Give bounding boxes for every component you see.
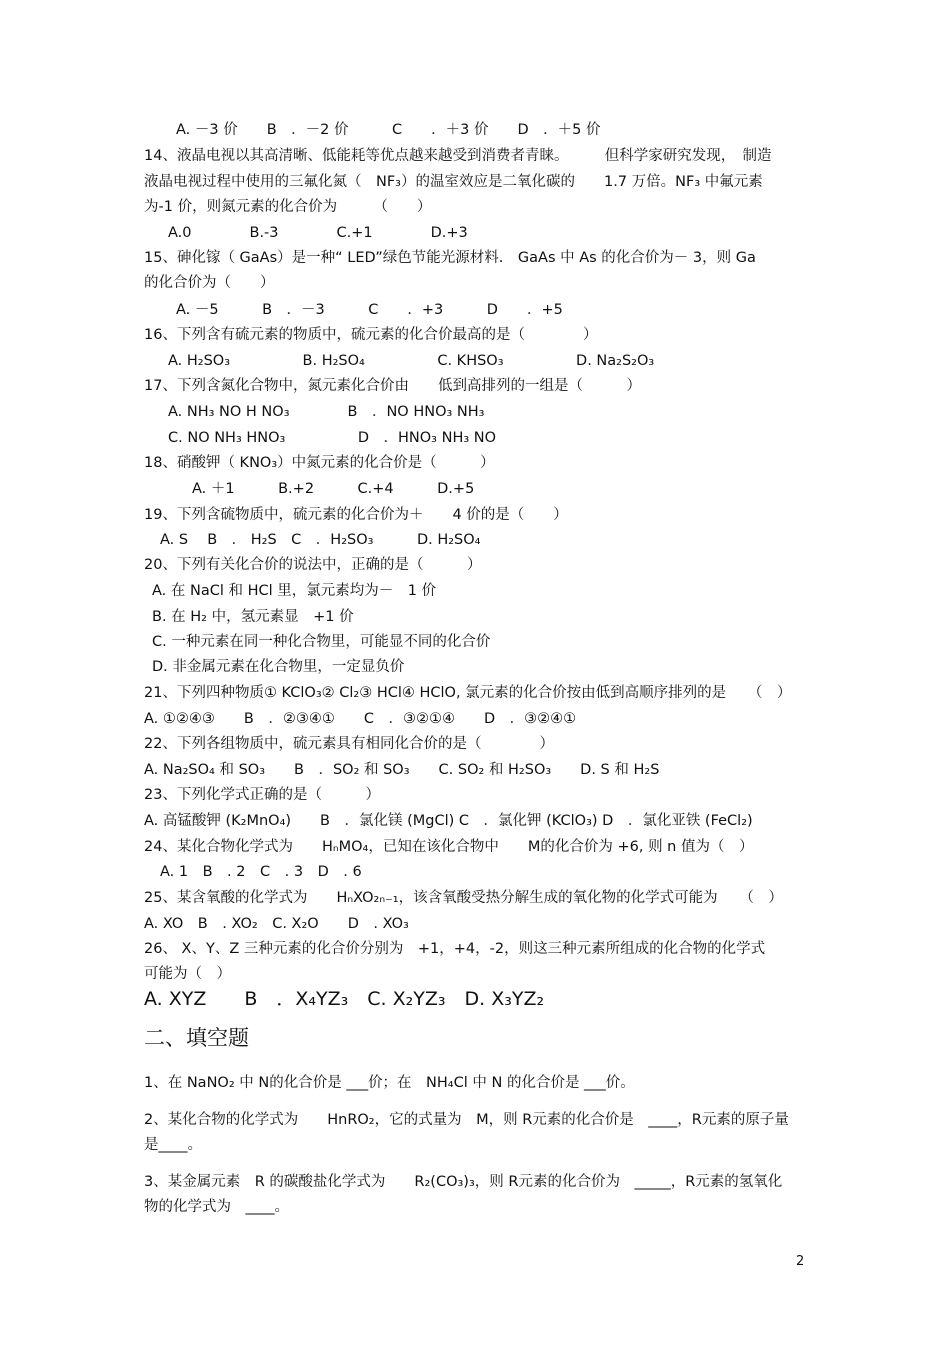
q13-options: A. －3 价 B ．－2 价 C ．＋3 价 D ．＋5 价 [176,122,601,138]
q26-line1: 26、 X、Y、Z 三种元素的化合价分别为 +1，+4，-2，则这三种元素所组成的化合物的化学式 [144,941,766,957]
q21-stem: 21、下列四种物质① KClO₃② Cl₂③ HCl④ HClO, 氯元素的化合价按由低到高顺序排列的是 （ ） [144,685,792,701]
q19-stem: 19、下列含硫物质中，硫元素的化合价为＋ 4 价的是（ ） [144,507,568,523]
q20-option-d: D. 非金属元素在化合物里，一定显负价 [152,659,405,675]
q15-line2: 的化合价为（ ） [144,275,275,291]
q17-options-ab: A. NH₃ NO H NO₃ B ．NO HNO₃ NH₃ [168,404,485,420]
q17-options-cd: C. NO NH₃ HNO₃ D ．HNO₃ NH₃ NO [168,430,497,446]
q14-options: A.0 B.-3 C.+1 D.+3 [168,225,468,241]
fill-q2-line2: 是____。 [144,1137,202,1153]
q23-stem: 23、下列化学式正确的是（ ） [144,787,380,803]
q15-line1: 15、砷化镓（ GaAs）是一种“ LED”绿色节能光源材料. GaAs 中 As 的化合价为－ 3，则 Ga [144,250,756,266]
q26-options: A. XYZ B ．X₄YZ₃ C. X₂YZ₃ D. X₃YZ₂ [144,988,545,1010]
q14-line2: 液晶电视过程中使用的三氟化氮（ NF₃）的温室效应是二氧化碳的 1.7 万倍。NF₃ 中氟元素 [144,174,763,190]
q16-options: A. H₂SO₃ B. H₂SO₄ C. KHSO₃ D. Na₂S₂O₃ [168,353,655,369]
q25-options: A. XO B . XO₂ C. X₂O D . XO₃ [144,916,409,932]
q20-option-c: C. 一种元素在同一种化合物里，可能显不同的化合价 [152,634,491,650]
q15-options: A. －5 B ．－3 C ．+3 D ．+5 [176,302,563,318]
q18-stem: 18、硝酸钾（ KNO₃）中氮元素的化合价是（ ） [144,455,495,471]
q20-option-b: B. 在 H₂ 中，氢元素显 +1 价 [152,609,354,625]
q23-options: A. 高锰酸钾 (K₂MnO₄) B ．氯化镁 (MgCl) C ．氯化钾 (KClO₃) D ．氯化亚铁 (FeCl₂) [144,813,753,829]
q21-options: A. ①②④③ B ．②③④① C ．③②①④ D ．③②④① [144,711,577,727]
q14-line1: 14、液晶电视以其高清晰、低能耗等优点越来越受到消费者青睐。 但科学家研究发现， 制造 [144,148,772,164]
q22-options: A. Na₂SO₄ 和 SO₃ B ．SO₂ 和 SO₃ C. SO₂ 和 H₂SO₃ D. S 和 H₂S [144,762,660,778]
fill-q2-line1: 2、某化合物的化学式为 HnRO₂，它的式量为 M，则 R元素的化合价是 ____，R元素的原子量 [144,1112,789,1128]
q25-stem: 25、某含氧酸的化学式为 HₙXO₂ₙ₋₁，该含氧酸受热分解生成的氧化物的化学式可能为 （ ） [144,890,783,906]
q14-line3: 为-1 价，则氮元素的化合价为 （ ） [144,199,432,215]
q16-stem: 16、下列含有硫元素的物质中，硫元素的化合价最高的是（ ） [144,327,598,343]
fill-q3-line2: 物的化学式为 ____。 [144,1199,289,1215]
q24-options: A. 1 B . 2 C . 3 D . 6 [160,864,362,880]
fill-q1: 1、在 NaNO₂ 中 N的化合价是 ___价；在 NH₄Cl 中 N 的化合价是 ___价。 [144,1075,635,1091]
fill-q3-line1: 3、某金属元素 R 的碳酸盐化学式为 R₂(CO₃)₃，则 R元素的化合价为 _____，R元素的氢氧化 [144,1174,783,1190]
q20-option-a: A. 在 NaCl 和 HCl 里，氯元素均为－ 1 价 [152,583,437,599]
q20-stem: 20、下列有关化合价的说法中，正确的是（ ） [144,557,482,573]
q26-line2: 可能为（ ） [144,966,231,982]
q17-stem: 17、下列含氮化合物中，氮元素化合价由 低到高排列的一组是（ ） [144,378,641,394]
page-number: 2 [796,1254,805,1269]
q24-stem: 24、某化合物化学式为 HₙMO₄，已知在该化合物中 M的化合价为 +6, 则 n 值为（ ） [144,839,754,855]
section-heading: 二、填空题 [144,1026,249,1050]
q18-options: A. ＋1 B.+2 C.+4 D.+5 [192,481,475,497]
q19-options: A. S B ． H₂S C ．H₂SO₃ D. H₂SO₄ [160,532,481,548]
q22-stem: 22、下列各组物质中，硫元素具有相同化合价的是（ ） [144,736,554,752]
